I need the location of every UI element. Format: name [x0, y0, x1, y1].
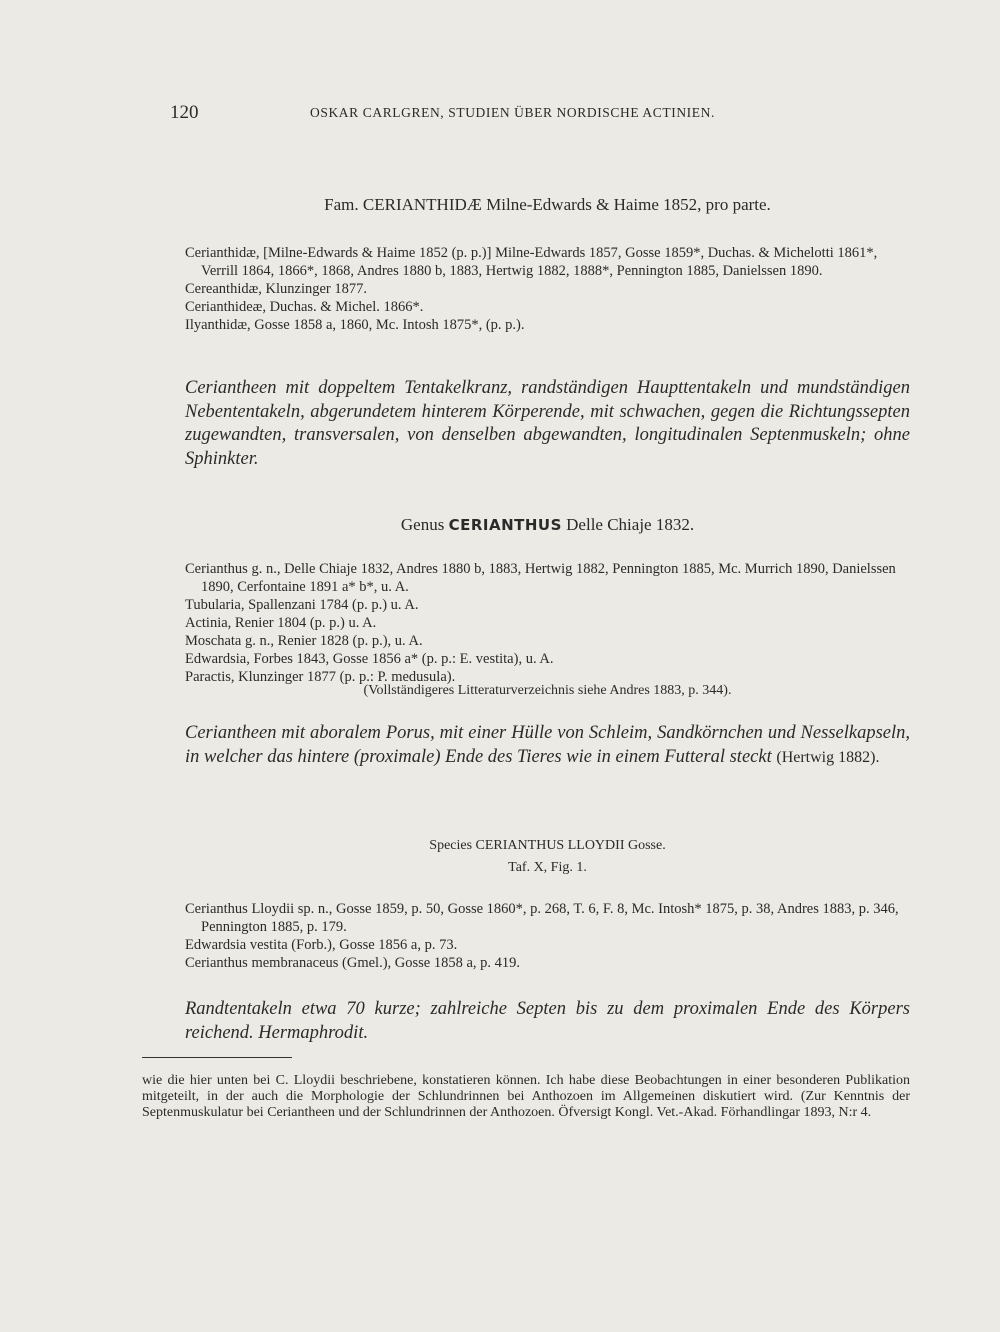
synonym-line: Edwardsia, Forbes 1843, Gosse 1856 a* (p. p.: E. vestita), u. A. — [185, 651, 554, 667]
genus-prefix: Genus — [400, 515, 445, 534]
genus-diagnosis — [185, 722, 910, 769]
synonym-line: Cerianthus Lloydii sp. n., Gosse 1859, p. 50, Gosse 1860*, p. 268, T. 6, F. 8, Mc. Intosh* 1875, p. 38, Andres 1883, p. 346, Pennington 1885, p. 179. — [185, 901, 899, 935]
synonym-line: Cerianthideæ, Duchas. & Michel. 1866*. — [185, 299, 424, 315]
genus-author: Delle Chiaje 1832. — [566, 515, 695, 534]
synonym-line: Edwardsia vestita (Forb.), Gosse 1856 a, p. 73. — [185, 937, 458, 953]
genus-diagnosis-citation: (Hertwig 1882). — [776, 748, 880, 766]
synonym-line: Cerianthus membranaceus (Gmel.), Gosse 1858 a, p. 419. — [185, 955, 521, 971]
synonym-line: Moschata g. n., Renier 1828 (p. p.), u. A. — [185, 633, 423, 649]
synonym-line: Cerianthidæ, [Milne-Edwards & Haime 1852 (p. p.)] Milne-Edwards 1857, Gosse 1859*, Duchas. & Michelotti 1861*, Verrill 1864, 1866*, 1868, Andres 1880 b, 1883, Hertwig 1882, 1888*, Pennington 1885, Danielssen 1890. — [185, 245, 878, 279]
genus-diagnosis-text: Ceriantheen mit aboralem Porus, mit einer Hülle von Schleim, Sandkörnchen und Nesselkapseln, in welcher das hintere (proximale) Ende des Tieres wie in einem Futteral steckt — [185, 723, 910, 767]
page-header — [170, 102, 910, 126]
species-heading: Species CERIANTHUS LLOYDII Gosse. — [429, 838, 666, 853]
genus-heading — [185, 515, 910, 535]
synonym-line: Tubularia, Spallenzani 1784 (p. p.) u. A. — [185, 597, 419, 613]
reference-note: (Vollständigeres Litteraturverzeichnis siehe Andres 1883, p. 344). — [363, 683, 732, 698]
family-synonyms — [185, 244, 910, 334]
running-title: OSKAR CARLGREN, STUDIEN ÜBER NORDISCHE ACTINIEN. — [310, 105, 715, 120]
page-number: 120 — [170, 102, 199, 123]
genus-synonyms — [185, 560, 910, 686]
synonym-line: Ilyanthidæ, Gosse 1858 a, 1860, Mc. Intosh 1875*, (p. p.). — [185, 317, 525, 333]
footnote-divider — [142, 1057, 292, 1058]
footnote: wie die hier unten bei C. Lloydii beschriebene, konstatieren können. Ich habe diese Beobachtungen in einer besonderen Publikation mitgeteilt, in der auch die Morphologie der Schlundrinnen bei Anthozoen im Allgemeinen diskutiert wird. (Zur Kenntnis der Septenmuskulatur bei Ceriantheen und der Schlundrinnen der Anthozoen. Öfversigt Kongl. Vet.-Akad. Förhandlingar 1893, N:r 4. — [142, 1073, 910, 1120]
species-synonyms — [185, 900, 910, 972]
family-heading: Fam. CERIANTHIDÆ Milne-Edwards & Haime 1852, pro parte. — [324, 195, 771, 214]
species-diagnosis: Randtentakeln etwa 70 kurze; zahlreiche Septen bis zu dem proximalen Ende des Körpers reichend. Hermaphrodit. — [185, 999, 910, 1043]
synonym-line: Actinia, Renier 1804 (p. p.) u. A. — [185, 615, 377, 631]
species-plate: Taf. X, Fig. 1. — [508, 860, 587, 875]
synonym-line: Cerianthus g. n., Delle Chiaje 1832, Andres 1880 b, 1883, Hertwig 1882, Pennington 1885, Mc. Murrich 1890, Danielssen 1890, Cerfontaine 1891 a* b*, u. A. — [185, 561, 896, 595]
family-diagnosis: Ceriantheen mit doppeltem Tentakelkranz, randständigen Haupttentakeln und mundständigen Nebententakeln, abgerundetem hinterem Körperende, mit schwachen, gegen die Richtungssepten zugewandten, transversalen, von denselben abgewandten, longitudinalen Septenmuskeln; ohne Sphinkter. — [185, 378, 910, 469]
synonym-line: Paractis, Klunzinger 1877 (p. p.: P. medusula). — [185, 669, 456, 685]
synonym-line: Cereanthidæ, Klunzinger 1877. — [185, 281, 368, 297]
genus-name: CERIANTHUS — [448, 516, 562, 534]
